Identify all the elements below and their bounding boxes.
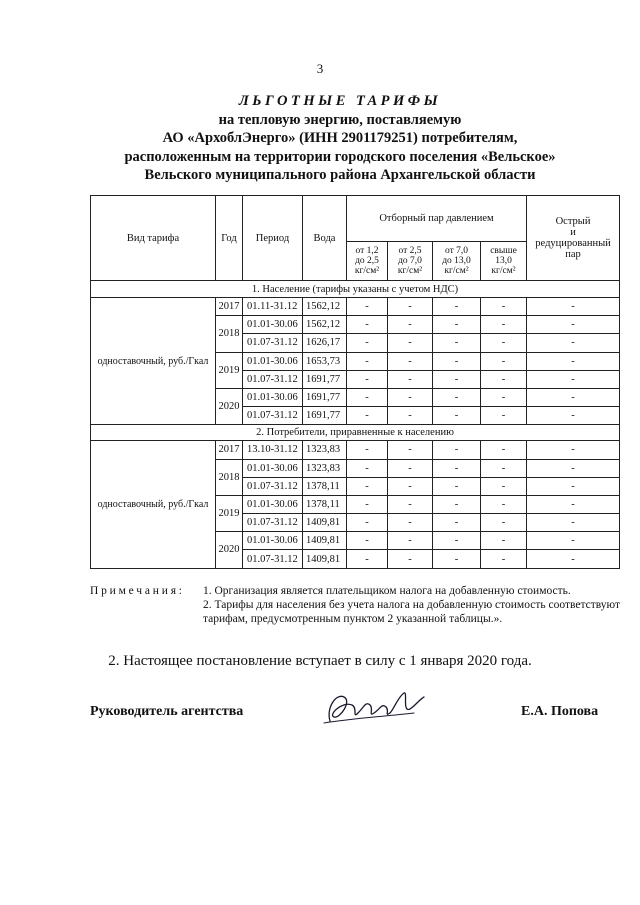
value-cell: - (527, 441, 620, 459)
value-cell: - (527, 334, 620, 352)
year-cell: 2019 (216, 352, 243, 388)
year-cell: 2020 (216, 532, 243, 568)
tariff-type-cell: одноставочный, руб./Гкал (91, 441, 216, 568)
value-cell: - (481, 334, 527, 352)
signatory-name: Е.А. Попова (521, 704, 599, 719)
period-cell: 01.11-31.12 (243, 298, 303, 316)
value-cell: - (388, 407, 433, 425)
value-cell: - (347, 477, 388, 495)
value-cell: - (347, 370, 388, 388)
value-cell: - (347, 550, 388, 568)
value-cell: - (347, 407, 388, 425)
header-steam-line: 13,0 (495, 256, 512, 266)
table-row (91, 298, 620, 316)
value-cell: - (347, 532, 388, 550)
period-cell: 13.10-31.12 (243, 441, 303, 459)
heading-line-2: АО «АрхоблЭнерго» (ИНН 2901179251) потребителям, (162, 130, 518, 146)
value-cell: - (527, 316, 620, 334)
value-cell: - (388, 334, 433, 352)
header-steam: Отборный пар давлением (347, 196, 527, 242)
water-cell: 1691,77 (303, 388, 347, 406)
value-cell: - (388, 352, 433, 370)
header-steam-line: от 1,2 (355, 246, 379, 256)
value-cell: - (388, 316, 433, 334)
value-cell: - (433, 550, 481, 568)
value-cell: - (527, 407, 620, 425)
value-cell: - (388, 441, 433, 459)
period-cell: 01.01-30.06 (243, 352, 303, 370)
water-cell: 1323,83 (303, 441, 347, 459)
period-cell: 01.01-30.06 (243, 388, 303, 406)
header-steam-col (347, 242, 388, 281)
heading-line-4: Вельского муниципального района Архангельской области (144, 167, 536, 183)
value-cell: - (433, 477, 481, 495)
notes-label: Примечания: (90, 585, 185, 597)
water-cell: 1409,81 (303, 550, 347, 568)
value-cell: - (481, 352, 527, 370)
value-cell: - (481, 388, 527, 406)
header-sharp-steam (527, 196, 620, 281)
year-cell: 2017 (216, 298, 243, 316)
value-cell: - (388, 388, 433, 406)
water-cell: 1323,83 (303, 459, 347, 477)
water-cell: 1378,11 (303, 495, 347, 513)
header-sharp-line: пар (565, 249, 581, 260)
header-steam-col (481, 242, 527, 281)
value-cell: - (433, 407, 481, 425)
header-steam-line: до 2,5 (355, 256, 379, 266)
handwritten-signature (318, 683, 428, 733)
value-cell: - (527, 495, 620, 513)
header-sharp-line: и (570, 227, 576, 238)
value-cell: - (347, 388, 388, 406)
header-sharp-line: Острый (555, 216, 591, 227)
value-cell: - (347, 352, 388, 370)
signatory-title: Руководитель агентства (90, 704, 244, 719)
effective-date-statement: 2. Настоящее постановление вступает в силу с 1 января 2020 года. (108, 653, 532, 669)
header-steam-line: от 2,5 (398, 246, 422, 256)
value-cell: - (433, 495, 481, 513)
value-cell: - (388, 298, 433, 316)
header-steam-line: кг/см² (491, 266, 516, 276)
value-cell: - (481, 407, 527, 425)
value-cell: - (527, 459, 620, 477)
value-cell: - (433, 316, 481, 334)
year-cell: 2020 (216, 388, 243, 424)
value-cell: - (481, 316, 527, 334)
value-cell: - (433, 459, 481, 477)
value-cell: - (347, 316, 388, 334)
value-cell: - (388, 495, 433, 513)
value-cell: - (527, 370, 620, 388)
year-cell: 2018 (216, 459, 243, 495)
heading-line-1: на тепловую энергию, поставляемую (218, 111, 462, 128)
header-steam-col (433, 242, 481, 281)
section-row (91, 425, 620, 441)
year-cell: 2018 (216, 316, 243, 352)
value-cell: - (481, 459, 527, 477)
value-cell: - (433, 441, 481, 459)
value-cell: - (481, 370, 527, 388)
value-cell: - (433, 298, 481, 316)
value-cell: - (388, 370, 433, 388)
value-cell: - (481, 550, 527, 568)
value-cell: - (347, 298, 388, 316)
note-item: 1. Организация является плательщиком налога на добавленную стоимость. (203, 585, 571, 597)
notes-items (203, 584, 620, 626)
water-cell: 1626,17 (303, 334, 347, 352)
value-cell: - (347, 514, 388, 532)
value-cell: - (481, 532, 527, 550)
header-sharp-line: редуцированный (535, 238, 611, 249)
value-cell: - (347, 495, 388, 513)
header-steam-line: кг/см² (397, 266, 423, 276)
value-cell: - (388, 459, 433, 477)
value-cell: - (527, 550, 620, 568)
header-steam-line: свыше (490, 246, 517, 256)
header-steam-line: от 7,0 (444, 246, 469, 256)
value-cell: - (527, 298, 620, 316)
period-cell: 01.07-31.12 (243, 514, 303, 532)
value-cell: - (481, 495, 527, 513)
value-cell: - (433, 370, 481, 388)
header-steam-line: кг/см² (354, 266, 380, 276)
value-cell: - (433, 532, 481, 550)
water-cell: 1691,77 (303, 407, 347, 425)
value-cell: - (481, 477, 527, 495)
value-cell: - (433, 334, 481, 352)
water-cell: 1562,12 (303, 316, 347, 334)
value-cell: - (347, 441, 388, 459)
value-cell: - (527, 532, 620, 550)
value-cell: - (347, 334, 388, 352)
page-number: 3 (316, 61, 324, 76)
section-row (91, 281, 620, 298)
water-cell: 1653,73 (303, 352, 347, 370)
period-cell: 01.01-30.06 (243, 459, 303, 477)
document-heading (40, 92, 640, 185)
value-cell: - (527, 514, 620, 532)
section-title: 2. Потребители, приравненные к населению (91, 425, 620, 441)
year-cell: 2017 (216, 441, 243, 459)
header-period: Период (243, 196, 303, 281)
water-cell: 1409,81 (303, 514, 347, 532)
value-cell: - (388, 550, 433, 568)
period-cell: 01.07-31.12 (243, 407, 303, 425)
section-title: 1. Население (тарифы указаны с учетом НДС) (91, 281, 620, 298)
period-cell: 01.01-30.06 (243, 495, 303, 513)
water-cell: 1691,77 (303, 370, 347, 388)
header-steam-line: до 13,0 (442, 256, 471, 266)
value-cell: - (433, 352, 481, 370)
water-cell: 1562,12 (303, 298, 347, 316)
value-cell: - (433, 514, 481, 532)
period-cell: 01.07-31.12 (243, 370, 303, 388)
header-steam-line: до 7,0 (398, 256, 422, 266)
header-steam-line: кг/см² (444, 266, 469, 276)
header-year: Год (216, 196, 243, 281)
value-cell: - (481, 298, 527, 316)
value-cell: - (347, 459, 388, 477)
value-cell: - (481, 441, 527, 459)
tariff-type-cell: одноставочный, руб./Гкал (91, 298, 216, 425)
period-cell: 01.07-31.12 (243, 550, 303, 568)
period-cell: 01.01-30.06 (243, 316, 303, 334)
value-cell: - (527, 388, 620, 406)
heading-line-3: расположенным на территории городского поселения «Вельское» (124, 148, 556, 165)
tariffs-table (90, 195, 620, 569)
header-steam-col (388, 242, 433, 281)
water-cell: 1378,11 (303, 477, 347, 495)
note-item: 2. Тарифы для населения без учета налога на добавленную стоимость соответствуют тарифам, предусмотренным пунктом 2 указанной таблицы.». (203, 599, 620, 625)
value-cell: - (481, 514, 527, 532)
value-cell: - (388, 532, 433, 550)
header-tariff-type: Вид тарифа (91, 196, 216, 281)
header-water: Вода (303, 196, 347, 281)
value-cell: - (433, 388, 481, 406)
period-cell: 01.01-30.06 (243, 532, 303, 550)
document-title: ЛЬГОТНЫЕ ТАРИФЫ (238, 93, 442, 109)
value-cell: - (527, 477, 620, 495)
value-cell: - (527, 352, 620, 370)
period-cell: 01.07-31.12 (243, 477, 303, 495)
period-cell: 01.07-31.12 (243, 334, 303, 352)
water-cell: 1409,81 (303, 532, 347, 550)
year-cell: 2019 (216, 495, 243, 531)
value-cell: - (388, 477, 433, 495)
value-cell: - (388, 514, 433, 532)
table-row (91, 441, 620, 459)
